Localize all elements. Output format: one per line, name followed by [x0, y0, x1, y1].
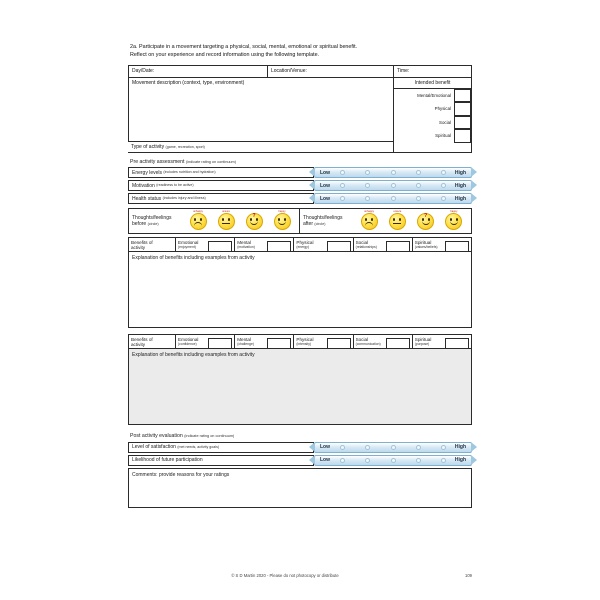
face-question-icon[interactable]: [417, 213, 434, 230]
slider-dot[interactable]: [441, 445, 446, 450]
face-happy-icon[interactable]: [274, 210, 291, 230]
type-of-activity-sub: (game, recreation, sport): [165, 144, 205, 149]
future-low-label: Low: [320, 457, 330, 464]
benefit-input-spiritual-1[interactable]: [445, 241, 469, 252]
benefit-sub-emotional-2: (confidence): [178, 342, 197, 347]
motivation-sub: (readiness to be active): [156, 183, 194, 188]
benefit-label-mental-1: Mental: [237, 239, 251, 245]
pre-row-motivation: [128, 180, 472, 191]
slider-right-arrow-icon: [471, 455, 477, 465]
thoughts-feelings-row: [128, 208, 472, 234]
slider-right-arrow-icon: [471, 442, 477, 452]
footer-page-number: 109: [465, 573, 472, 578]
intended-benefit-label-mental: Mental/Emotional: [417, 92, 451, 98]
footer-copyright: © S D Martin 2020 - Please do not photocopy or distribute: [231, 573, 339, 578]
benefit-sub-physical-2: (intensity): [296, 342, 312, 347]
slider-dot[interactable]: [365, 196, 370, 201]
face-unhappy-icon[interactable]: [190, 210, 207, 230]
intro-line-1: 2a. Participate in a movement targeting a physical, social, mental, emotional or spiritual benefit.: [130, 44, 358, 50]
slider-dot[interactable]: [441, 170, 446, 175]
satisfaction-label: Level of satisfaction: [132, 444, 176, 451]
benefit-cell-physical-2[interactable]: [294, 334, 353, 349]
slider-dot[interactable]: [340, 458, 345, 463]
benefit-input-physical-2[interactable]: [327, 338, 351, 349]
slider-dot[interactable]: [365, 445, 370, 450]
intended-benefit-checkbox-social[interactable]: [454, 116, 471, 130]
benefit-cell-mental-1[interactable]: [235, 237, 294, 252]
slider-right-arrow-icon: [471, 193, 477, 203]
benefit-cell-physical-1[interactable]: [294, 237, 353, 252]
benefit-input-mental-2[interactable]: [267, 338, 291, 349]
intended-benefit-title: Intended benefit: [394, 78, 471, 89]
motivation-high-label: High: [454, 182, 466, 189]
slider-dot[interactable]: [391, 458, 396, 463]
thoughts-feelings-before[interactable]: [128, 208, 300, 234]
satisfaction-slider[interactable]: [314, 442, 472, 453]
thoughts-after-caption: [300, 215, 355, 227]
benefit-input-physical-1[interactable]: [327, 241, 351, 252]
intended-benefit-label-spiritual: Spiritual: [435, 133, 451, 139]
post-activity-title-sub: (indicate rating on continuum): [184, 434, 235, 439]
post-row-future-participation: [128, 455, 472, 466]
health-high-label: High: [454, 195, 466, 202]
slider-dot[interactable]: [416, 183, 421, 188]
intended-benefit-checkbox-spiritual[interactable]: [454, 129, 471, 143]
intended-benefit-panel: [394, 78, 472, 153]
face-tag-unhappy: unhappy: [364, 210, 375, 214]
slider-dot[interactable]: [416, 170, 421, 175]
benefit-cell-social-2[interactable]: [354, 334, 413, 349]
slider-dot[interactable]: [441, 196, 446, 201]
post-activity-title: [130, 433, 472, 440]
movement-description-label: Movement description (context, type, environment): [132, 79, 245, 86]
slider-dot[interactable]: [391, 196, 396, 201]
explanation-field-1[interactable]: [128, 252, 472, 328]
benefit-label-emotional-2: Emotional: [178, 336, 199, 342]
slider-dot[interactable]: [391, 445, 396, 450]
day-date-label: Day/Date:: [132, 67, 155, 74]
health-low-label: Low: [320, 195, 330, 202]
slider-dots[interactable]: [340, 455, 446, 466]
thoughts-feelings-after[interactable]: [300, 208, 472, 234]
benefit-sub-physical-1: (energy): [296, 245, 310, 250]
intended-benefit-row-spiritual: [394, 129, 471, 143]
slider-dot[interactable]: [365, 170, 370, 175]
thoughts-after-label: Thoughts/feelings: [303, 215, 343, 222]
future-participation-label-cell: [128, 455, 314, 466]
energy-levels-sub: (includes nutrition and hydration): [163, 170, 216, 175]
motivation-slider[interactable]: [314, 180, 472, 191]
benefits-label-2-line1: Benefits of: [131, 336, 153, 342]
benefit-input-social-1[interactable]: [386, 241, 410, 252]
benefit-label-mental-2: Mental: [237, 336, 251, 342]
thoughts-before-label: Thoughts/feelings: [132, 215, 172, 222]
slider-left-arrow-icon: [309, 455, 315, 465]
health-status-sub: (includes injury and illness): [162, 196, 206, 201]
time-field[interactable]: [394, 65, 472, 78]
slider-dot[interactable]: [416, 458, 421, 463]
benefit-label-spiritual-2: Spiritual: [414, 336, 432, 342]
satisfaction-sub: (met needs, activity goals): [177, 444, 220, 449]
satisfaction-low-label: Low: [320, 444, 330, 451]
page-footer: [128, 573, 472, 578]
pre-activity-title-text: Pre activity assessment: [130, 158, 185, 165]
thoughts-before-sub: before: [132, 221, 147, 228]
slider-dot[interactable]: [441, 458, 446, 463]
benefit-input-emotional-1[interactable]: [208, 241, 232, 252]
health-status-label-cell: [128, 193, 314, 204]
slider-dot[interactable]: [416, 196, 421, 201]
day-date-field[interactable]: [128, 65, 268, 78]
benefits-row-2: [128, 334, 472, 349]
post-activity-title-text: Post activity evaluation: [130, 433, 183, 440]
location-label: Location/Venue:: [271, 67, 307, 74]
satisfaction-high-label: High: [454, 444, 466, 451]
slider-dot[interactable]: [365, 183, 370, 188]
faces-before: [184, 210, 299, 230]
benefit-sub-spiritual-1: (values/beliefs): [414, 245, 438, 250]
benefits-label-2: [128, 334, 176, 349]
benefit-input-mental-1[interactable]: [267, 241, 291, 252]
intended-benefit-label-physical: Physical: [434, 106, 451, 112]
satisfaction-label-cell: [128, 442, 314, 453]
slider-dot[interactable]: [416, 445, 421, 450]
intended-benefit-row-social: [394, 116, 471, 130]
health-status-label: Health status: [132, 195, 162, 202]
benefit-cell-emotional-2[interactable]: [176, 334, 235, 349]
thoughts-before-circle: (circle): [147, 222, 159, 227]
intended-benefit-row-physical: [394, 102, 471, 116]
benefit-cell-emotional-1[interactable]: [176, 237, 235, 252]
type-of-activity-field[interactable]: [128, 142, 394, 153]
future-participation-slider[interactable]: [314, 455, 472, 466]
question-mark-icon: ?: [252, 212, 256, 219]
slider-right-arrow-icon: [471, 180, 477, 190]
explanation-label-2: Explanation of benefits including examples from activity: [132, 352, 255, 359]
slider-dot[interactable]: [391, 183, 396, 188]
motivation-label-cell: [128, 180, 314, 191]
benefit-input-spiritual-2[interactable]: [445, 338, 469, 349]
movement-description-field[interactable]: [128, 78, 394, 142]
type-of-activity-label: Type of activity: [131, 143, 165, 150]
slider-dot[interactable]: [340, 170, 345, 175]
benefits-label-2-line2: activity: [131, 342, 146, 348]
slider-dots[interactable]: [340, 167, 446, 178]
thoughts-after-sub: after: [303, 221, 314, 228]
intended-benefit-checkbox-mental[interactable]: [454, 89, 471, 103]
benefit-cell-spiritual-1[interactable]: [413, 237, 472, 252]
worksheet: [128, 44, 472, 508]
benefit-sub-mental-2: (challenge): [237, 342, 254, 347]
face-tag-happy: happy: [450, 210, 458, 214]
benefit-cell-spiritual-2[interactable]: [413, 334, 472, 349]
pre-activity-title-sub: (indicate rating on continuum): [185, 159, 236, 164]
face-question-icon[interactable]: [246, 213, 263, 230]
slider-dot[interactable]: [441, 183, 446, 188]
location-field[interactable]: [268, 65, 394, 78]
benefit-sub-spiritual-2: (purpose): [414, 342, 430, 347]
slider-dots[interactable]: [340, 442, 446, 453]
movement-row: [128, 78, 472, 153]
slider-dot[interactable]: [340, 183, 345, 188]
benefit-label-emotional-1: Emotional: [178, 239, 199, 245]
benefit-input-social-2[interactable]: [386, 338, 410, 349]
pre-row-energy: [128, 167, 472, 178]
benefit-label-spiritual-1: Spiritual: [414, 239, 432, 245]
question-mark-icon: ?: [424, 212, 428, 219]
slider-dot[interactable]: [365, 458, 370, 463]
benefit-label-physical-1: Physical: [296, 239, 314, 245]
explanation-field-2[interactable]: [128, 349, 472, 425]
intro-text: [130, 44, 472, 60]
thoughts-before-caption: [129, 215, 184, 227]
benefit-sub-social-2: (communication): [355, 342, 381, 347]
future-high-label: High: [454, 457, 466, 464]
energy-levels-slider[interactable]: [314, 167, 472, 178]
header-row: [128, 65, 472, 78]
benefit-label-social-1: Social: [355, 239, 369, 245]
slider-left-arrow-icon: [309, 167, 315, 177]
benefits-row-1: [128, 237, 472, 252]
pre-row-health: [128, 193, 472, 204]
intended-benefit-label-social: Social: [439, 119, 451, 125]
face-tag-unsure: unsure: [222, 210, 230, 214]
face-tag-happy: happy: [278, 210, 286, 214]
health-status-slider[interactable]: [314, 193, 472, 204]
benefit-cell-social-1[interactable]: [354, 237, 413, 252]
comments-label: Comments: provide reasons for your ratings: [132, 471, 230, 478]
face-tag-unhappy: unhappy: [193, 210, 203, 214]
slider-dots[interactable]: [340, 193, 446, 204]
slider-dot[interactable]: [340, 196, 345, 201]
slider-dot[interactable]: [340, 445, 345, 450]
intended-benefit-checkbox-physical[interactable]: [454, 102, 471, 116]
comments-field[interactable]: [128, 468, 472, 508]
slider-left-arrow-icon: [309, 442, 315, 452]
future-participation-label: Likelihood of future participation: [132, 457, 203, 464]
intended-benefit-row-mental: [394, 89, 471, 103]
slider-left-arrow-icon: [309, 180, 315, 190]
benefit-label-social-2: Social: [355, 336, 369, 342]
motivation-low-label: Low: [320, 182, 330, 189]
benefits-label-1-line2: activity: [131, 245, 146, 251]
thoughts-after-circle: (circle): [314, 222, 326, 227]
time-label: Time:: [397, 67, 410, 74]
explanation-label-1: Explanation of benefits including examples from activity: [132, 255, 255, 262]
slider-left-arrow-icon: [309, 193, 315, 203]
face-unsure-icon[interactable]: [389, 210, 406, 230]
motivation-label: Motivation: [132, 182, 155, 189]
benefit-sub-social-1: (relationships): [355, 245, 377, 250]
energy-levels-label: Energy levels: [132, 169, 163, 176]
energy-high-label: High: [454, 169, 466, 176]
intro-line-2: Reflect on your experience and record information using the following template.: [130, 51, 320, 58]
energy-low-label: Low: [320, 169, 330, 176]
benefits-label-1-line1: Benefits of: [131, 239, 153, 245]
face-tag-unsure: unsure: [393, 210, 402, 214]
face-happy-icon[interactable]: [445, 210, 462, 230]
pre-activity-title: [130, 159, 472, 166]
face-unsure-icon[interactable]: [218, 210, 235, 230]
faces-after: [355, 210, 471, 230]
benefit-sub-emotional-1: (enjoyment): [178, 245, 196, 250]
slider-dot[interactable]: [391, 170, 396, 175]
benefit-sub-mental-1: (motivation): [237, 245, 255, 250]
benefit-input-emotional-2[interactable]: [208, 338, 232, 349]
benefit-label-physical-2: Physical: [296, 336, 314, 342]
benefits-label-1: [128, 237, 176, 252]
face-unhappy-icon[interactable]: [361, 210, 378, 230]
post-row-satisfaction: [128, 442, 472, 453]
energy-levels-label-cell: [128, 167, 314, 178]
slider-right-arrow-icon: [471, 167, 477, 177]
slider-dots[interactable]: [340, 180, 446, 191]
benefit-cell-mental-2[interactable]: [235, 334, 294, 349]
